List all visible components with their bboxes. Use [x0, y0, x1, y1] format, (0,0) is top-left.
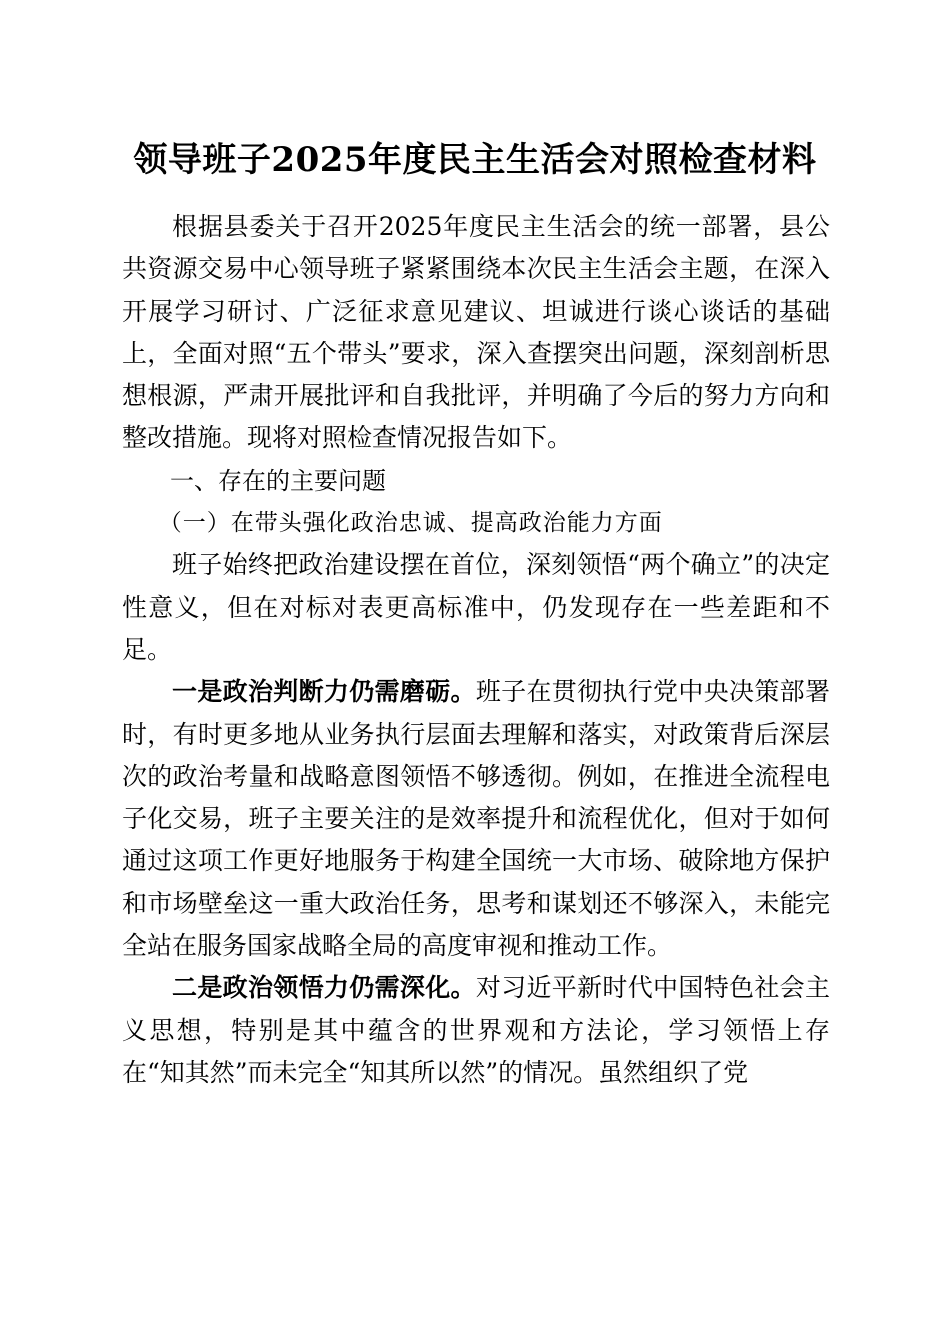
document-body [122, 206, 830, 1094]
intro-paragraph: 根据县委关于召开2025年度民主生活会的统一部署，县公共资源交易中心领导班子紧紧围绕本次民主生活会主题，在深入开展学习研讨、广泛征求意见建议、坦诚进行谈心谈话的基础上，全面对照“五个带头”要求，深入查摆突出问题，深刻剖析思想根源，严肃开展批评和自我批评，并明确了今后的努力方向和整改措施。现将对照检查情况报告如下。 [122, 212, 830, 453]
point-two-paragraph [122, 967, 830, 1094]
section-heading-problems: 一、存在的主要问题 [170, 466, 386, 495]
point-two-lead: 二是政治领悟力仍需深化。 [172, 973, 476, 1003]
subsection-intro-paragraph: 班子始终把政治建设摆在首位，深刻领悟“两个确立”的决定性意义，但在对标对表更高标准中，仍发现存在一些差距和不足。 [122, 550, 830, 664]
point-one-text: 班子在贯彻执行党中央决策部署时，有时更多地从业务执行层面去理解和落实，对政策背后深层次的政治考量和战略意图领悟不够透彻。例如，在推进全流程电子化交易，班子主要关注的是效率提升和流程优化，但对于如何通过这项工作更好地服务于构建全国统一大市场、破除地方保护和市场壁垒这一重大政治任务，思考和谋划还不够深入，未能完全站在服务国家战略全局的高度审视和推动工作。 [122, 677, 830, 961]
point-two-text: 对习近平新时代中国特色社会主义思想，特别是其中蕴含的世界观和方法论，学习领悟上存在“知其然”而未完全“知其所以然”的情况。虽然组织了党 [122, 973, 830, 1087]
point-one-paragraph [122, 671, 830, 967]
subsection-heading-political-loyalty: （一）在带头强化政治忠诚、提高政治能力方面 [158, 510, 663, 537]
document-title: 领导班子2025年度民主生活会对照检查材料 [133, 140, 817, 180]
point-one-lead: 一是政治判断力仍需磨砺。 [172, 677, 476, 707]
